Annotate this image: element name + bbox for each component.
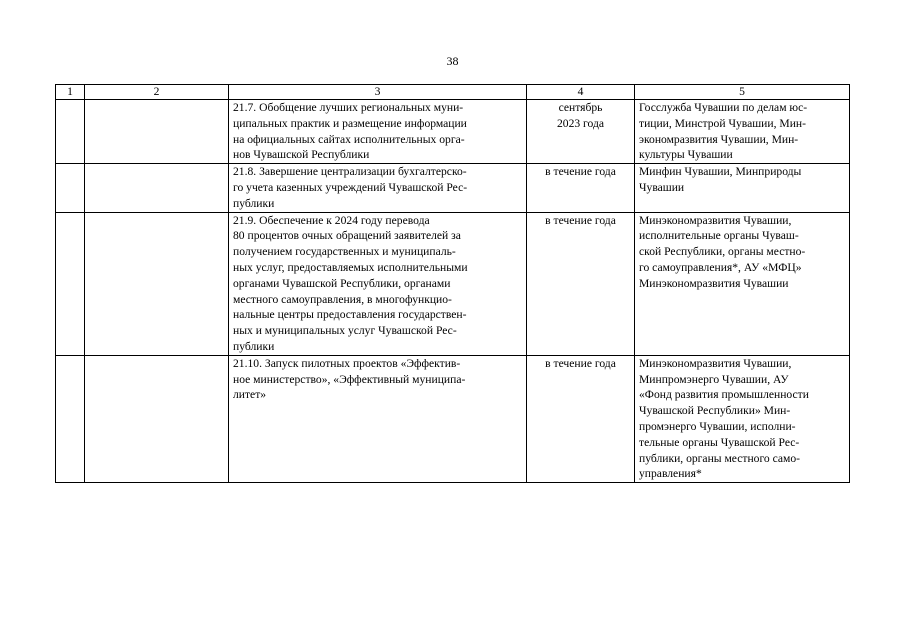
measure-line: публики [233,196,275,210]
measure-line: органами Чувашской Республики, органами [233,276,451,290]
measure-line: публики [233,339,275,353]
measure-line: ципальных практик и размещение информации [233,116,467,130]
measure-line: 80 процентов очных обращений заявителей за [233,229,461,243]
measure-line: ных услуг, предоставляемых исполнительными [233,260,468,274]
deadline-line: в течение года [545,213,616,227]
section-cell [85,212,229,355]
measure-line: 21.10. Запуск пилотных проектов «Эффектив- [233,356,461,370]
responsible-line: «Фонд развития промышленности [639,388,809,402]
responsible-line: Минфин Чувашии, Минприроды [639,165,802,179]
measure-line: ное министерство», «Эффективный муниципа- [233,372,466,386]
measure-line: получением государственных и муниципаль- [233,245,456,259]
column-header: 1 [56,85,85,100]
measure-line: местного самоуправления, в многофункцио- [233,292,452,306]
deadline-cell [527,100,635,164]
section-cell [85,100,229,164]
responsible-cell [635,355,850,482]
measure-cell [229,355,527,482]
responsible-line: Чувашской Республики» Мин- [639,404,791,418]
responsible-line: исполнительные органы Чуваш- [639,229,799,243]
responsible-line: промэнерго Чувашии, исполни- [639,419,796,433]
section-cell [85,355,229,482]
responsible-line: Минпромэнерго Чувашии, АУ [639,372,789,386]
measure-line: на официальных сайтах исполнительных орга- [233,132,465,146]
table-row [56,355,850,482]
column-header: 2 [85,85,229,100]
number-cell [56,355,85,482]
measure-line: ных и муниципальных услуг Чувашской Рес- [233,324,457,338]
responsible-line: тельные органы Чувашской Рес- [639,435,800,449]
section-cell [85,164,229,212]
responsible-line: Минэкономразвития Чувашии, [639,356,792,370]
responsible-line: ской Республики, органы местно- [639,245,806,259]
measure-line: литет» [233,388,267,402]
deadline-cell [527,355,635,482]
table-header-row [56,85,850,100]
deadline-cell [527,164,635,212]
plan-table [55,84,850,483]
responsible-line: Минэкономразвития Чувашии, [639,213,792,227]
measure-cell [229,212,527,355]
deadline-line: в течение года [545,165,616,179]
page-number: 38 [446,54,459,68]
number-cell [56,164,85,212]
measure-line: нов Чувашской Республики [233,148,370,162]
number-cell [56,100,85,164]
table-row [56,164,850,212]
responsible-line: Чувашии [639,180,685,194]
measure-line: нальные центры предоставления государствен- [233,308,467,322]
deadline-line: сентябрь [558,101,603,114]
number-cell [56,212,85,355]
column-header: 5 [635,85,850,100]
measure-cell [229,100,527,164]
responsible-line: Госслужба Чувашии по делам юс- [639,101,808,114]
measure-line: 21.8. Завершение централизации бухгалтерско- [233,165,467,179]
measure-line: 21.9. Обеспечение к 2024 году перевода [233,213,430,227]
responsible-line: публики, органы местного само- [639,451,801,465]
responsible-line: культуры Чувашии [639,148,733,162]
table-row [56,212,850,355]
deadline-line: 2023 года [556,116,605,130]
deadline-cell [527,212,635,355]
column-header: 4 [527,85,635,100]
responsible-cell [635,212,850,355]
column-header: 3 [229,85,527,100]
deadline-line: в течение года [545,356,616,370]
responsible-cell [635,100,850,164]
responsible-cell [635,164,850,212]
responsible-line: Минэкономразвития Чувашии [639,276,789,290]
responsible-line: го самоуправления*, АУ «МФЦ» [639,260,802,274]
table-row [56,100,850,164]
responsible-line: тиции, Минстрой Чувашии, Мин- [639,116,806,130]
measure-line: 21.7. Обобщение лучших региональных муни- [233,101,464,114]
measure-line: го учета казенных учреждений Чувашской Рес- [233,180,468,194]
responsible-line: экономразвития Чувашии, Мин- [639,132,799,146]
responsible-line: управления* [639,467,702,481]
measure-cell [229,164,527,212]
